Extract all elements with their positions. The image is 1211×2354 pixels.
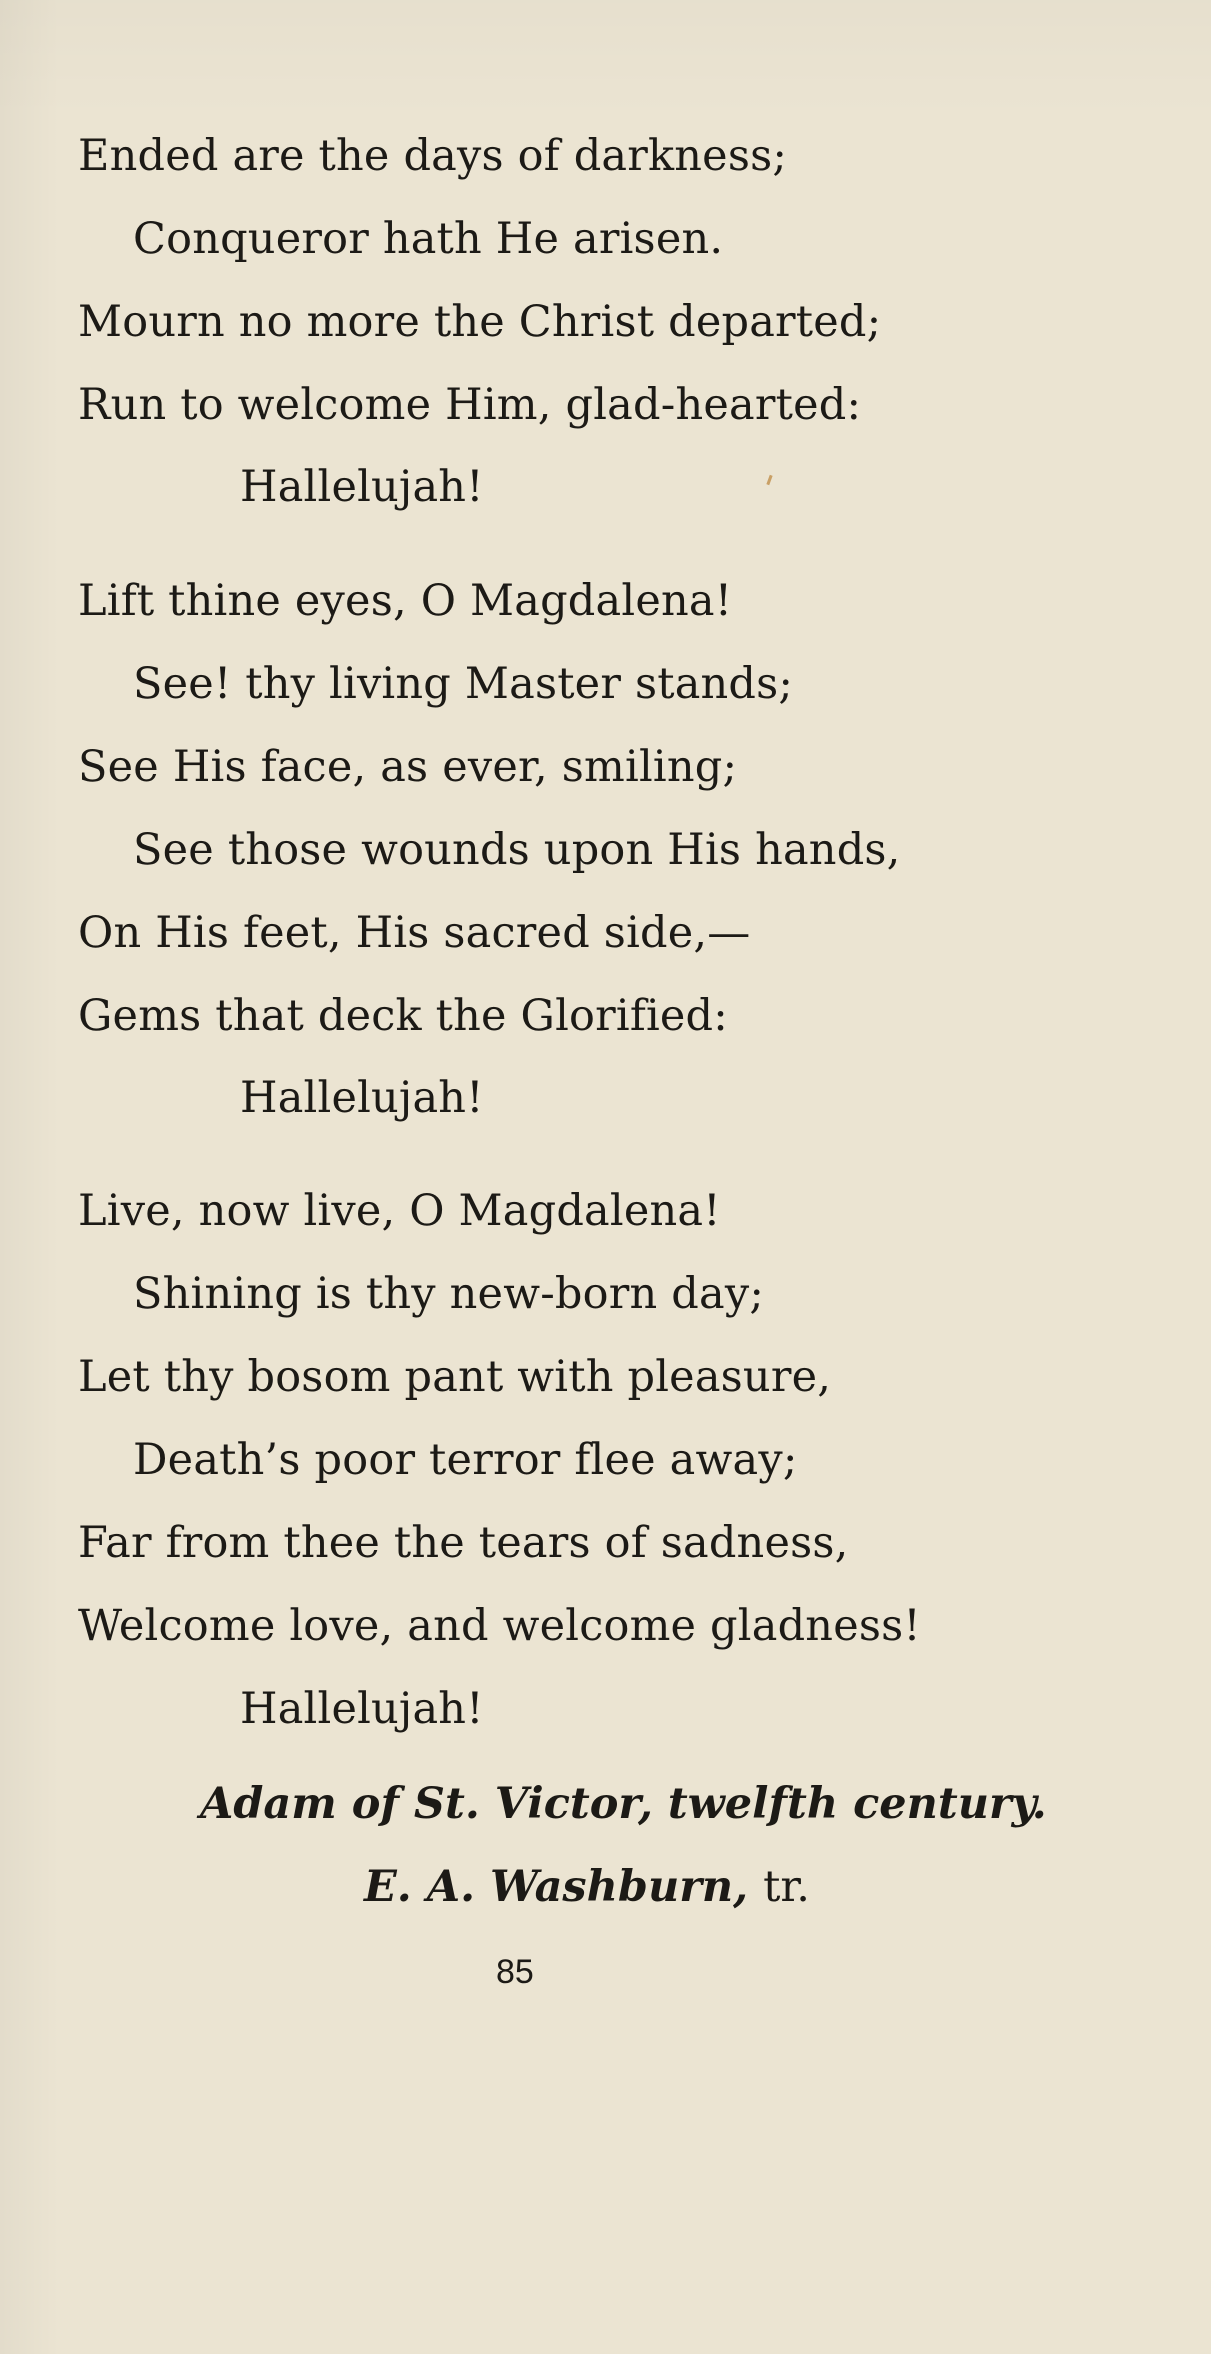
poem-line: See His face, as ever, smiling; xyxy=(78,742,738,792)
poem-line: See those wounds upon His hands, xyxy=(133,825,901,875)
poem-line: Gems that deck the Glorified: xyxy=(78,991,728,1041)
translator-attribution xyxy=(364,1862,810,1912)
page-number: 85 xyxy=(496,1953,534,1991)
poem-line: On His feet, His sacred side,— xyxy=(78,908,751,958)
refrain-line: Hallelujah! xyxy=(240,1073,484,1123)
poem-line: Conqueror hath He arisen. xyxy=(133,214,724,264)
poem-line: Far from thee the tears of sadness, xyxy=(78,1518,849,1568)
translator-name: E. A. Washburn, xyxy=(364,1862,749,1912)
poem-line: Mourn no more the Christ departed; xyxy=(78,297,882,347)
poem-line: Live, now live, O Magdalena! xyxy=(78,1186,721,1236)
poem-line: Lift thine eyes, O Magdalena! xyxy=(78,576,733,626)
poem-line: See! thy living Master stands; xyxy=(133,659,794,709)
ink-speck xyxy=(766,475,772,485)
poem-line: Ended are the days of darkness; xyxy=(78,131,788,181)
refrain-line: Hallelujah! xyxy=(240,462,484,512)
translator-suffix: tr. xyxy=(763,1862,810,1912)
author-attribution: Adam of St. Victor, twelfth century. xyxy=(200,1779,1047,1829)
refrain-line: Hallelujah! xyxy=(240,1684,484,1734)
poem-line: Welcome love, and welcome gladness! xyxy=(78,1601,921,1651)
poem-line: Death’s poor terror flee away; xyxy=(133,1435,798,1485)
poem-line: Run to welcome Him, glad-hearted: xyxy=(78,380,862,430)
poem-line: Shining is thy new-born day; xyxy=(133,1269,765,1319)
poem-line: Let thy bosom pant with pleasure, xyxy=(78,1352,832,1402)
